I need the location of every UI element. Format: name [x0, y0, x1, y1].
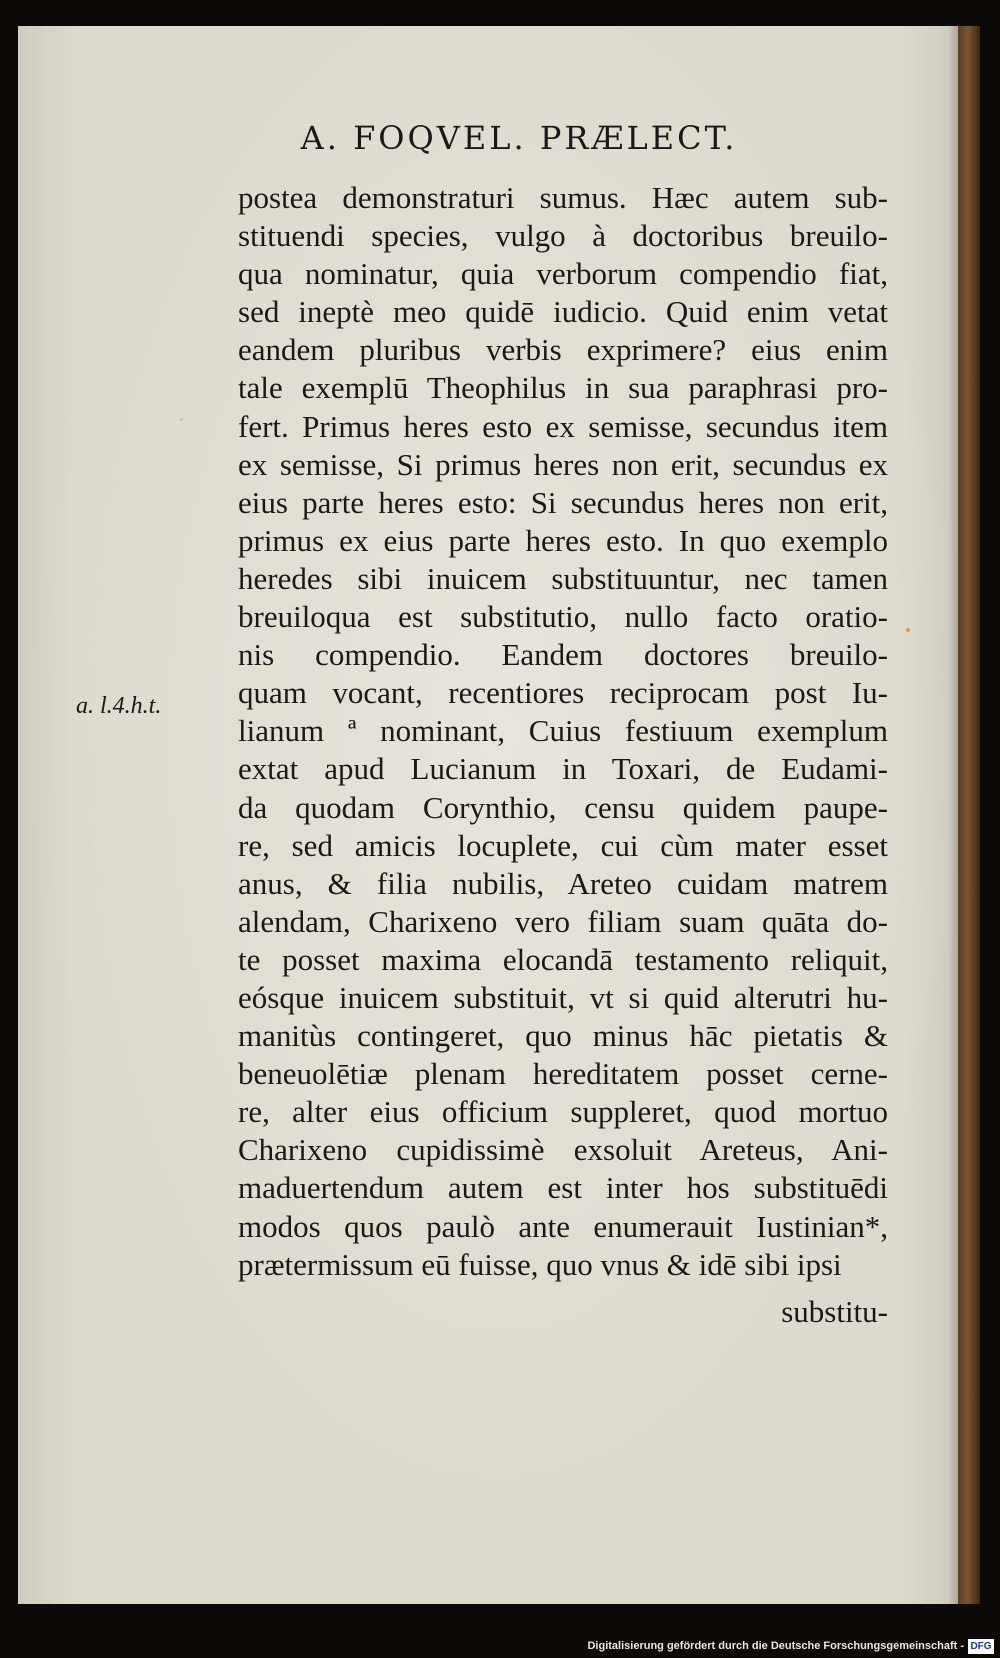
text-line: heredes sibi inuicem substituuntur, nec tamen [238, 560, 888, 596]
text-line: alendam, Charixeno vero filiam suam quāta do- [238, 903, 888, 939]
paper-speck [180, 418, 183, 421]
text-line: qua nominatur, quia verborum compendio fiat, [238, 256, 888, 292]
text-line: lianum ª nominant, Cuius festiuum exemplum [238, 713, 888, 749]
text-line: beneuolētiæ plenam hereditatem posset cerne- [238, 1056, 888, 1092]
text-line: prætermissum eū fuisse, quo vnus & idē sibi ipsi [238, 1246, 842, 1282]
text-line: Charixeno cupidissimè exsoluit Areteus, Ani- [238, 1132, 888, 1168]
page-gutter-shadow [948, 26, 958, 1604]
text-line: maduertendum autem est inter hos substituēdi [238, 1170, 888, 1206]
text-line: postea demonstraturi sumus. Hæc autem sub- [238, 180, 888, 215]
text-line: ex semisse, Si primus heres non erit, secundus ex [238, 446, 888, 482]
footer-credit: Digitalisierung gefördert durch die Deutsche Forschungsgemeinschaft - [587, 1640, 964, 1652]
text-line: da quodam Corynthio, censu quidem paupe- [238, 789, 888, 825]
text-line: te posset maxima elocandā testamento reliquit, [238, 941, 888, 977]
text-line: eandem pluribus verbis exprimere? eius enim [238, 332, 888, 368]
body-text [238, 179, 888, 1284]
running-head: A. FOQVEL. PRÆLECT. [300, 119, 738, 157]
paper-speck [906, 628, 910, 632]
text-line: eius parte heres esto: Si secundus heres non erit, [238, 484, 888, 520]
text-line: fert. Primus heres esto ex semisse, secundus item [238, 408, 888, 444]
text-line: manitùs contingeret, quo minus hāc pietatis & [238, 1018, 888, 1054]
text-line: anus, & filia nubilis, Areteo cuidam matrem [238, 865, 888, 901]
text-line: eósque inuicem substituit, vt si quid alterutri hu- [238, 979, 888, 1015]
text-line: stituendi species, vulgo à doctoribus breuilo- [238, 218, 888, 254]
text-line: breuiloqua est substitutio, nullo facto oratio- [238, 599, 888, 635]
margin-note: a. l.4.h.t. [76, 693, 162, 719]
text-line: extat apud Lucianum in Toxari, de Eudami- [238, 751, 888, 787]
text-line: nis compendio. Eandem doctores breuilo- [238, 637, 888, 673]
text-line: tale exemplū Theophilus in sua paraphrasi pro- [238, 370, 888, 406]
text-line: modos quos paulò ante enumerauit Iustinian*, [238, 1208, 888, 1244]
text-line: sed ineptè meo quidē iudicio. Quid enim vetat [238, 294, 888, 330]
text-line: re, alter eius officium suppleret, quod mortuo [238, 1094, 888, 1130]
catchword: substitu- [781, 1294, 888, 1329]
text-line: re, sed amicis locuplete, cui cùm mater esset [238, 827, 888, 863]
book-edge [958, 26, 980, 1604]
text-line: quam vocant, recentiores reciprocam post Iu- [238, 675, 888, 711]
footer-bar [0, 1632, 1000, 1658]
book-page [18, 26, 980, 1604]
dfg-logo: DFG [968, 1639, 994, 1654]
text-line: primus ex eius parte heres esto. In quo exemplo [238, 522, 888, 558]
